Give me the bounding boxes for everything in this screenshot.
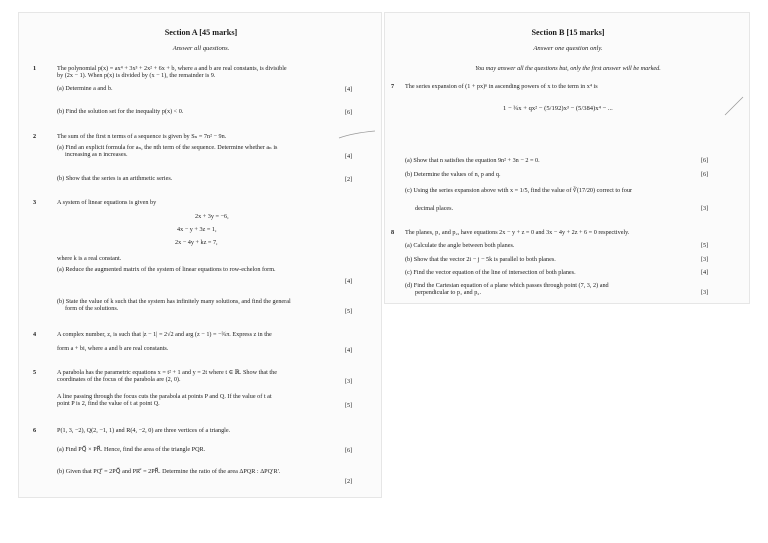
question-number-2: 2 (33, 133, 37, 140)
q7-text-line1: The series expansion of (1 + px)ⁿ in ascending powers of x to the term in x⁴ is (405, 83, 598, 90)
q2-part-a-line1: (a) Find an explicit formula for aₙ, the nth term of the sequence. Determine whether aₙ is (57, 144, 278, 151)
q8-part-b-marks: [3] (701, 256, 709, 263)
question-number-8: 8 (391, 229, 395, 236)
question-number-5: 5 (33, 369, 37, 376)
q8-part-d-line2: perpendicular to p₁ and p₂. (415, 289, 481, 296)
section-b-page (384, 12, 750, 304)
q6-part-b-marks: [2] (345, 478, 353, 485)
q8-part-d-line1: (d) Find the Cartesian equation of a plane which passes through point (7, 3, 2) and (405, 282, 609, 289)
q8-part-b: (b) Show that the vector 2i − j − 5k is parallel to both planes. (405, 256, 556, 263)
q7-part-c-marks: [3] (701, 205, 709, 212)
q1-text-line1: The polynomial p(x) = ax⁴ + 3x³ + 2x² + 6x + b, where a and b are real constants, is divisible (57, 65, 287, 72)
q8-part-d-marks: [3] (701, 289, 709, 296)
q5-para1-line1: A parabola has the parametric equations x = t² + 1 and y = 2t where t ∈ ℝ. Show that the (57, 369, 277, 376)
q3-text-line1: A system of linear equations is given by (57, 199, 157, 206)
question-number-3: 3 (33, 199, 37, 206)
q1-text-line2: by (2x − 1). When p(x) is divided by (x − 1), the remainder is 9. (57, 72, 216, 79)
q3-where: where k is a real constant. (57, 255, 122, 262)
q3-part-a-marks: [4] (345, 278, 353, 285)
q8-part-c: (c) Find the vector equation of the line of intersection of both planes. (405, 269, 576, 276)
q3-equation-1: 2x + 3y = −6, (195, 213, 229, 220)
q3-part-a: (a) Reduce the augmented matrix of the system of linear equations to row-echelon form. (57, 266, 276, 273)
question-number-1: 1 (33, 65, 37, 72)
q8-part-a: (a) Calculate the angle between both planes. (405, 242, 515, 249)
q2-part-b: (b) Show that the series is an arithmetic series. (57, 175, 173, 182)
q7-part-b-marks: [6] (701, 171, 709, 178)
q1-part-b-marks: [6] (345, 109, 353, 116)
q7-part-a-marks: [6] (701, 157, 709, 164)
section-a-instruction: Answer all questions. (172, 45, 230, 52)
q3-equation-3: 2x − 4y + kz = 7, (175, 239, 218, 246)
q6-text-line1: P(1, 3, −2), Q(2, −1, 1) and R(4, −2, 0) are three vertices of a triangle. (57, 427, 231, 434)
q5-para2-line2: point P is 2, find the value of t at point Q. (57, 400, 160, 407)
section-a-heading: Section A [45 marks] (164, 28, 238, 37)
pen-stroke-mark (723, 93, 745, 117)
q7-part-a: (a) Show that n satisfies the equation 9n² + 3n − 2 = 0. (405, 157, 540, 164)
q6-part-a: (a) Find PQ⃗ × PR⃗. Hence, find the area of the triangle PQR. (57, 446, 206, 453)
q8-part-c-marks: [4] (701, 269, 709, 276)
q1-part-a: (a) Determine a and b. (57, 85, 113, 92)
q3-part-b-line1: (b) State the value of k such that the system has infinitely many solutions, and find the general (57, 298, 291, 305)
q5-para2-marks: [5] (345, 402, 353, 409)
q5-para1-marks: [3] (345, 378, 353, 385)
q3-part-b-line2: form of the solutions. (65, 305, 119, 312)
q6-part-b: (b) Given that PQ′⃗ = 2PQ⃗ and PR′⃗ = 2PR⃗. Determine the ratio of the area ΔPQR : ΔPQ′R′. (57, 468, 281, 475)
q4-marks: [4] (345, 347, 353, 354)
q2-part-a-marks: [4] (345, 153, 353, 160)
q1-part-b: (b) Find the solution set for the inequality p(x) < 0. (57, 108, 184, 115)
q7-series: 1 − ¾x + qx² − (5/192)x³ − (5/384)x⁴ − ... (503, 105, 613, 112)
pen-stroke-mark (337, 129, 377, 141)
q4-text-line2: form a + bi, where a and b are real constants. (57, 345, 169, 352)
q4-text-line1: A complex number, z, is such that |z − 1| = 2√2 and arg (z − 1) = −¾π. Express z in the (57, 331, 272, 338)
question-number-6: 6 (33, 427, 37, 434)
q2-text-line1: The sum of the first n terms of a sequence is given by Sₙ = 7n² − 9n. (57, 133, 227, 140)
section-a-page (18, 12, 382, 498)
q8-text-line1: The planes, p₁ and p₂, have equations 2x − y + z = 0 and 3x − 4y + 2z + 6 = 0 respectively. (405, 229, 630, 236)
question-number-7: 7 (391, 83, 395, 90)
section-b-heading: Section B [15 marks] (531, 28, 605, 37)
section-b-instruction: Answer one question only. (533, 45, 603, 52)
q2-part-a-line2: increasing as n increases. (65, 151, 128, 158)
q1-part-a-marks: [4] (345, 86, 353, 93)
question-number-4: 4 (33, 331, 37, 338)
q7-part-c-line2: decimal places. (415, 205, 454, 212)
q5-para1-line2: coordinates of the focus of the parabola are (2, 0). (57, 376, 181, 383)
q3-equation-2: 4x − y + 3z = 1, (177, 226, 217, 233)
q7-part-c-line1: (c) Using the series expansion above with x = 1/5, find the value of ∛(17/20) correct to four (405, 187, 633, 194)
q8-part-a-marks: [5] (701, 242, 709, 249)
q6-part-a-marks: [6] (345, 447, 353, 454)
section-b-note: You may answer all the questions but, only the first answer will be marked. (475, 65, 661, 72)
q2-part-b-marks: [2] (345, 176, 353, 183)
q3-part-b-marks: [5] (345, 308, 353, 315)
q7-part-b: (b) Determine the values of n, p and q. (405, 171, 501, 178)
q5-para2-line1: A line passing through the focus cuts the parabola at points P and Q. If the value of t at (57, 393, 272, 400)
